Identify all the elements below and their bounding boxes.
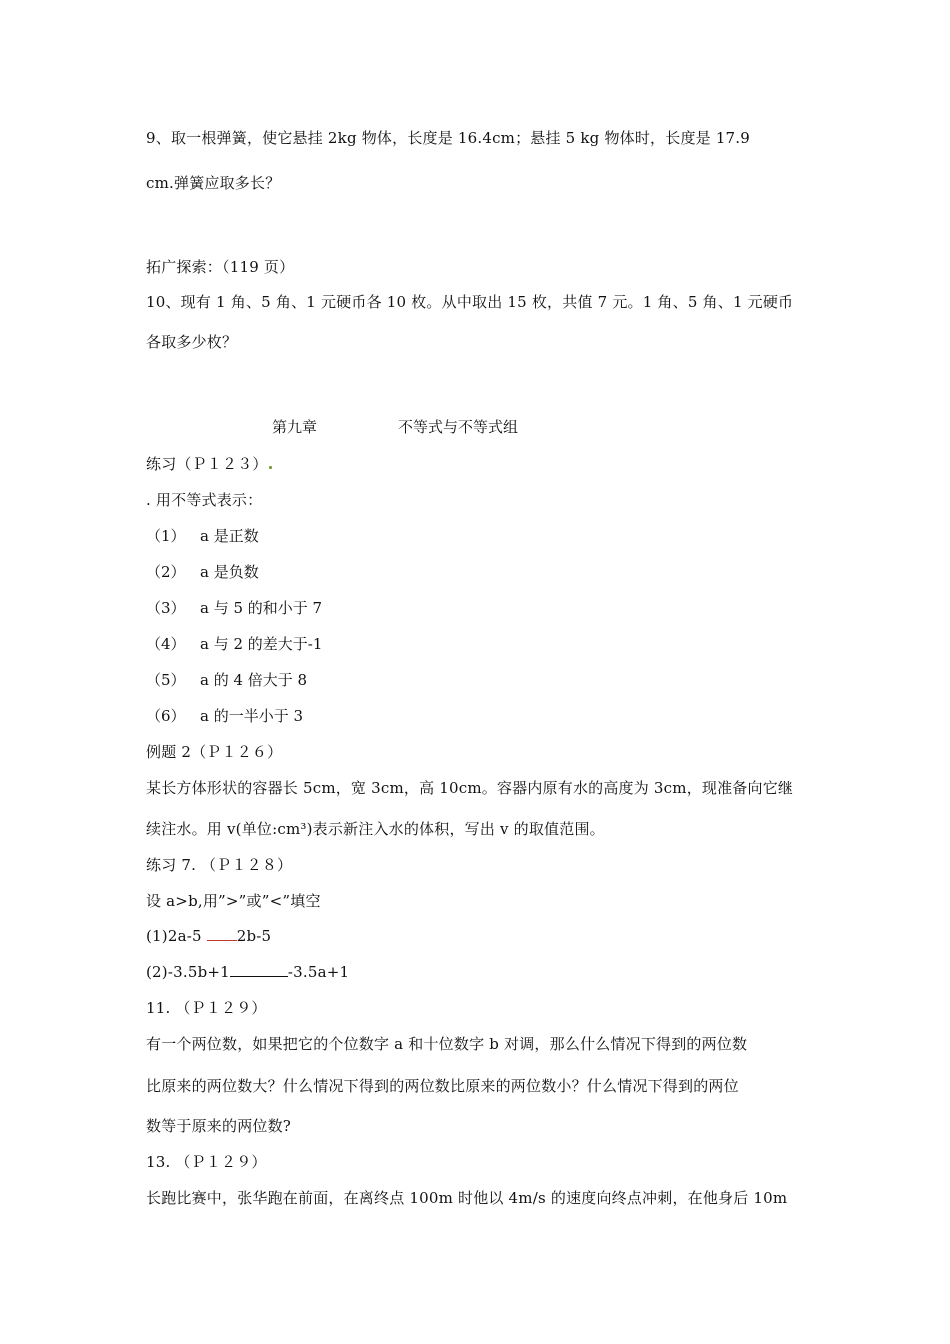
example-2-heading: 例题 2（Ｐ１２６） [146, 743, 283, 761]
problem-11-line-1: 有一个两位数，如果把它的个位数字 a 和十位数字 b 对调，那么什么情况下得到的两位数 [146, 1035, 748, 1053]
problem-9-line-1: 9、取一根弹簧，使它悬挂 2kg 物体，长度是 16.4cm；悬挂 5 kg 物体时，长度是 17.9 [146, 129, 751, 147]
item-number: （2） [146, 563, 186, 581]
item-text: a 与 2 的差大于-1 [200, 635, 323, 653]
question-2-right: -3.5a+1 [287, 963, 350, 981]
list-item [146, 633, 322, 654]
practice-123-heading-text: 练习（Ｐ１２３） [146, 455, 268, 473]
item-number: （1） [146, 527, 186, 545]
mark-dot [269, 466, 272, 469]
practice-7-instruction: 设 a>b,用”>”或”<”填空 [146, 892, 321, 910]
list-item [146, 669, 307, 690]
practice-123-heading [146, 453, 810, 474]
example-2-line-2: 续注水。用 v(单位:cm³)表示新注入水的体积，写出 v 的取值范围。 [146, 820, 605, 838]
question-2-left: (2)-3.5b+1 [146, 963, 230, 981]
problem-11-line-3: 数等于原来的两位数? [146, 1117, 292, 1135]
list-item [146, 705, 303, 726]
problem-11-line-2: 比原来的两位数大？什么情况下得到的两位数比原来的两位数小？什么情况下得到的两位 [146, 1077, 739, 1095]
problem-9-line-2: cm.弹簧应取多长？ [146, 174, 281, 192]
item-number: （6） [146, 707, 186, 725]
item-text: a 是负数 [200, 563, 259, 581]
answer-blank-2[interactable] [230, 962, 288, 977]
answer-blank-1[interactable] [207, 926, 237, 941]
item-text: a 的一半小于 3 [200, 707, 304, 725]
chapter-name: 不等式与不等式组 [398, 418, 519, 436]
fill-blank-question-2 [146, 962, 810, 981]
practice-7-heading: 练习 7. （Ｐ１２８） [146, 856, 293, 874]
problem-11-heading: 11. （Ｐ１２９） [146, 999, 267, 1017]
practice-123-instruction: . 用不等式表示： [146, 491, 263, 509]
list-item [146, 561, 259, 582]
problem-10-line-1: 10、现有 1 角、5 角、1 元硬币各 10 枚。从中取出 15 枚，共值 7 元。1 角、5 角、1 元硬币 [146, 293, 794, 311]
item-text: a 的 4 倍大于 8 [200, 671, 308, 689]
item-text: a 是正数 [200, 527, 259, 545]
problem-10-line-2: 各取多少枚？ [146, 333, 238, 351]
problem-13-heading: 13. （Ｐ１２９） [146, 1153, 267, 1171]
item-number: （3） [146, 599, 186, 617]
chapter-number: 第九章 [272, 418, 318, 436]
example-2-line-1: 某长方体形状的容器长 5cm，宽 3cm，高 10cm。容器内原有水的高度为 3cm，现准备向它继 [146, 779, 794, 797]
extension-heading: 拓广探索：（119 页） [146, 258, 295, 276]
fill-blank-question-1 [146, 926, 810, 945]
question-1-left: (1)2a-5 [146, 927, 207, 945]
item-number: （4） [146, 635, 186, 653]
item-number: （5） [146, 671, 186, 689]
problem-13-line-1: 长跑比赛中，张华跑在前面，在离终点 100m 时他以 4m/s 的速度向终点冲刺，在他身后 10m [146, 1189, 788, 1207]
list-item [146, 597, 322, 618]
list-item [146, 525, 259, 546]
question-1-right: 2b-5 [236, 927, 272, 945]
item-text: a 与 5 的和小于 7 [200, 599, 323, 617]
